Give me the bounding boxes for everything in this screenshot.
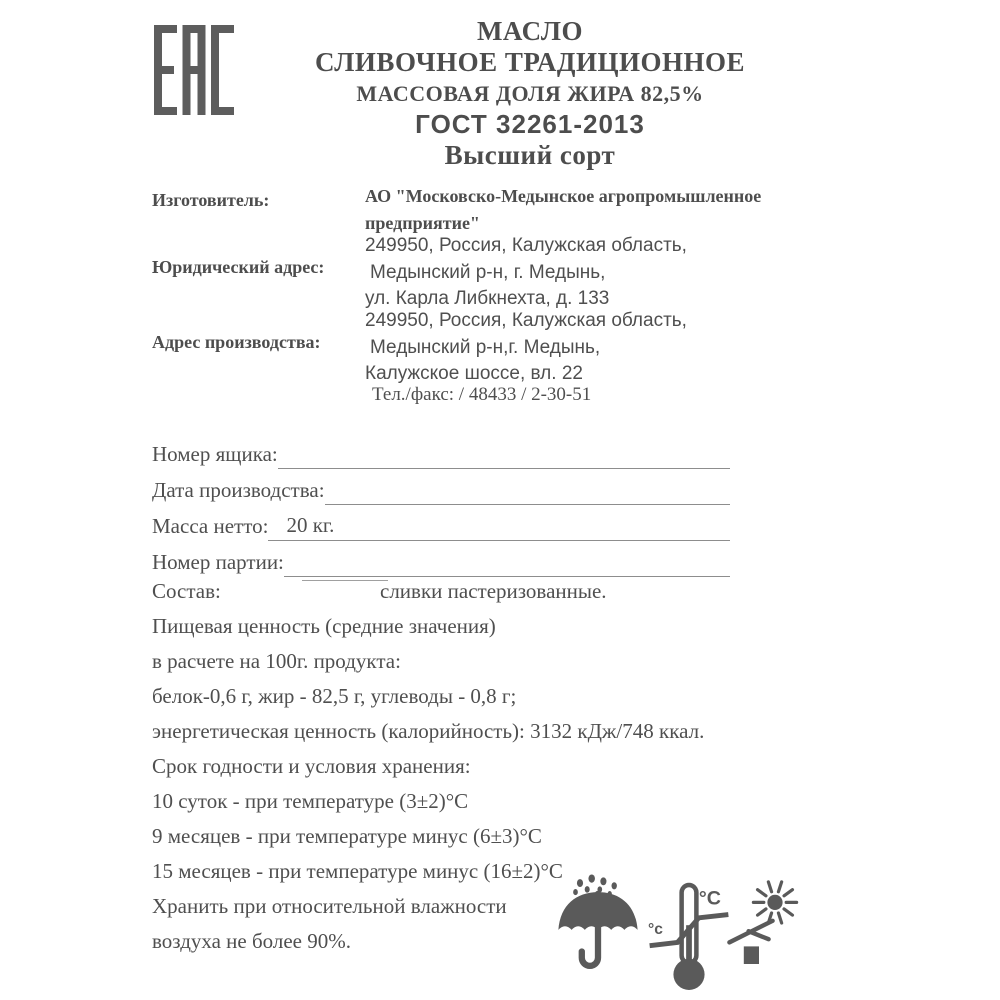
box-number-label: Номер ящика: [152,442,278,466]
legal-address-line3: ул. Карла Либкнехта, д. 133 [365,288,610,309]
legal-address-line1: 249950, Россия, Калужская область, [365,235,687,256]
storage-condition2: 9 месяцев - при температуре минус (6±3)°С [152,824,542,848]
form-row-box-number [152,438,730,474]
net-weight-line [268,510,730,541]
product-grade: Высший сорт [444,140,616,170]
composition-label: Состав: [152,579,221,603]
thermometer-upper-unit-label: °C [698,887,721,910]
batch-number-label: Номер партии: [152,550,284,574]
production-address-line2: Медынский р-н,г. Медынь, [370,336,601,358]
gost-standard: ГОСТ 32261-2013 [415,109,645,139]
manufacturer-line1: АО "Московско-Медынское агропромышленное [365,186,762,206]
production-address-value [365,308,795,388]
form-row-net-weight [152,510,730,546]
manufacturer-line2: предприятие" [365,213,480,233]
keep-dry-umbrella-icon [553,874,643,980]
product-title-block [150,16,910,171]
product-name: МАСЛО [476,16,584,46]
keep-away-from-sunlight-icon [727,876,807,989]
production-address-line1: 249950, Россия, Калужская область, [365,310,687,331]
nutrition-line2: в расчете на 100г. продукта: [152,649,401,673]
legal-address-line2: Медынский р-н, г. Медынь, [370,261,606,283]
legal-address-value [365,233,795,313]
nutrition-line4: энергетическая ценность (калорийность): 3132 кДж/748 ккал. [152,719,705,743]
storage-humidity-line1: Хранить при относительной влажности [152,894,507,918]
net-weight-label: Масса нетто: [152,514,269,538]
product-type: СЛИВОЧНОЕ ТРАДИЦИОННОЕ [314,47,745,77]
composition-row [152,574,862,609]
phone-fax: Тел./факс: / 48433 / 2-30-51 [372,384,592,405]
thermometer-lower-unit-label: °c [648,921,663,939]
form-fields [152,438,730,582]
net-weight-value: 20 кг. [286,513,335,537]
batch-number-blank-line [284,546,730,577]
storage-condition1: 10 суток - при температуре (3±2)°С [152,789,469,813]
box-number-blank-line [278,438,730,469]
nutrition-line3: белок-0,6 г, жир - 82,5 г, углеводы - 0,8 г; [152,684,517,708]
storage-title: Срок годности и условия хранения: [152,754,471,778]
production-address-line3: Калужское шоссе, вл. 22 [365,363,583,384]
legal-address-label: Юридический адрес: [152,257,325,277]
manufacturer-value [365,183,845,237]
production-date-label: Дата производства: [152,478,325,502]
form-row-production-date [152,474,730,510]
fat-content: МАССОВАЯ ДОЛЯ ЖИРА 82,5% [356,81,704,106]
manufacturer-label: Изготовитель: [152,190,270,210]
temperature-limitation-thermometer-icon [648,880,730,1000]
storage-humidity-line2: воздуха не более 90%. [152,929,351,953]
production-date-blank-line [325,474,730,505]
production-address-label: Адрес производства: [152,332,321,352]
nutrition-line1: Пищевая ценность (средние значения) [152,614,496,638]
storage-condition3: 15 месяцев - при температуре минус (16±2)°С [152,859,563,883]
composition-value: сливки пастеризованные. [380,579,607,603]
